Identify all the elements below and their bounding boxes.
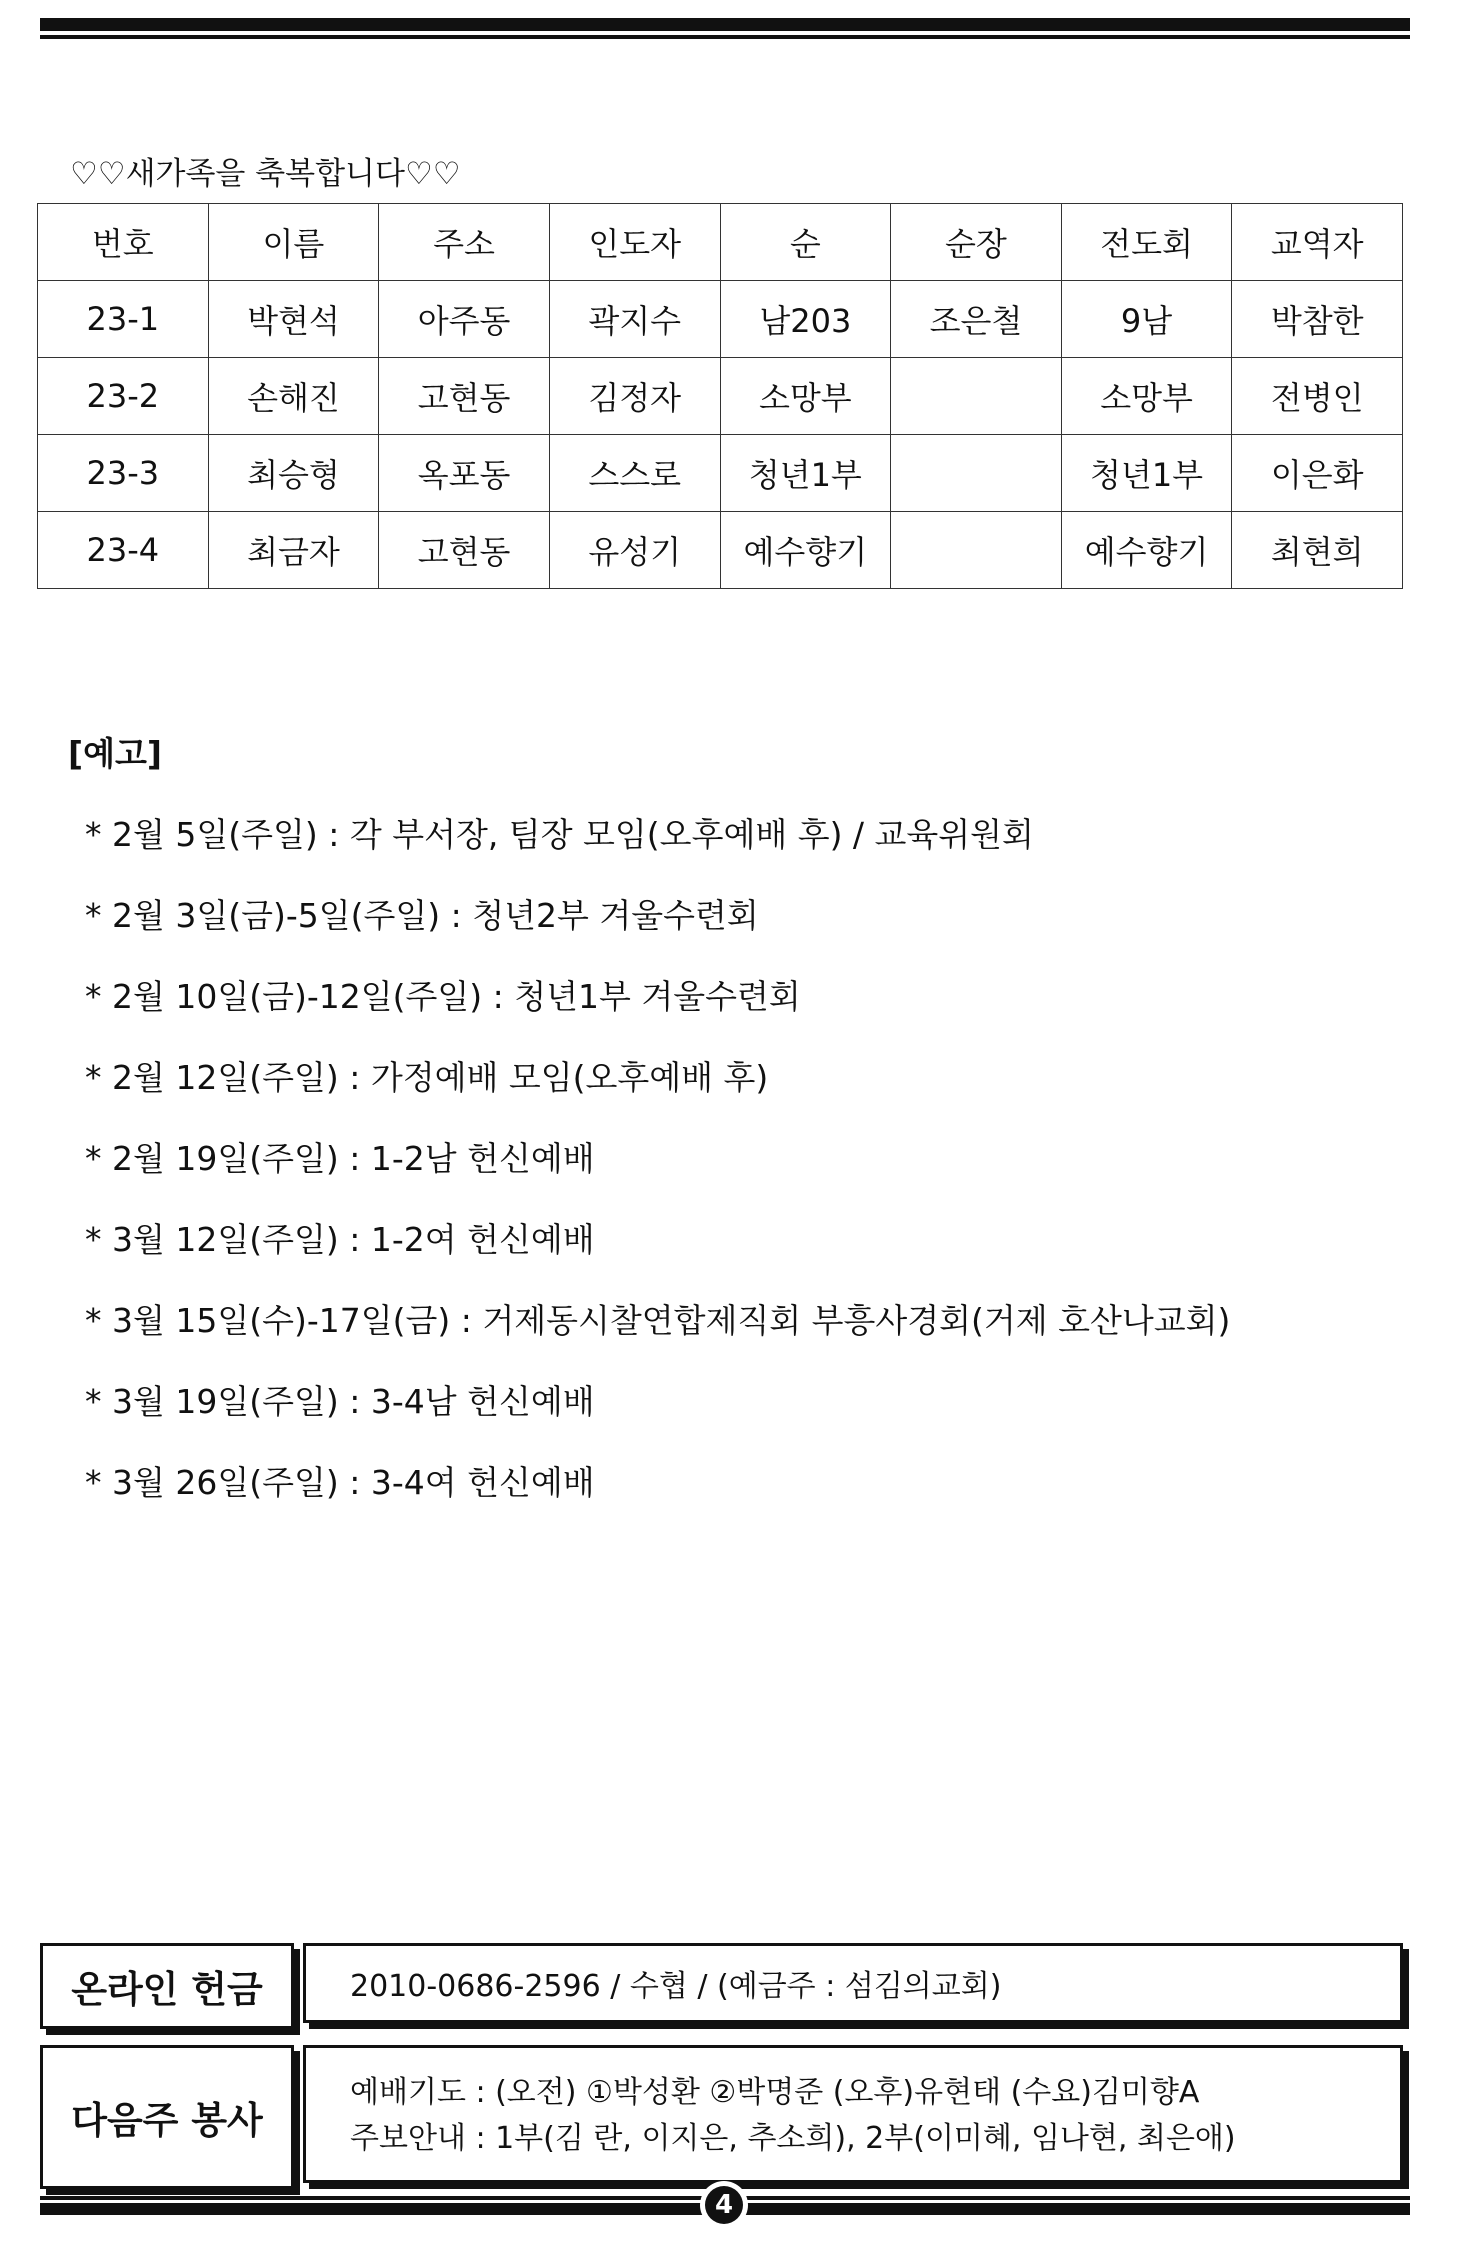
notice-item: * 2월 5일(주일) : 각 부서장, 팀장 모임(오후예배 후) / 교육위원회 bbox=[85, 815, 1034, 854]
notice-item: * 2월 10일(금)-12일(주일) : 청년1부 겨울수련회 bbox=[85, 977, 801, 1016]
table-cell bbox=[891, 358, 1062, 435]
online-offering-label: 온라인 헌금 bbox=[40, 1943, 294, 2029]
table-cell: 박참한 bbox=[1232, 281, 1403, 358]
table-cell: 최현희 bbox=[1232, 512, 1403, 589]
new-family-title: ♡♡새가족을 축복합니다♡♡ bbox=[70, 156, 461, 192]
table-cell: 최금자 bbox=[208, 512, 379, 589]
header-cell: 순장 bbox=[891, 204, 1062, 281]
next-week-label: 다음주 봉사 bbox=[40, 2045, 294, 2189]
notice-title: [예고] bbox=[68, 734, 162, 773]
table-cell: 전병인 bbox=[1232, 358, 1403, 435]
table-cell: 유성기 bbox=[549, 512, 720, 589]
table-row bbox=[38, 435, 1403, 512]
table-cell: 옥포동 bbox=[379, 435, 550, 512]
table-cell: 청년1부 bbox=[720, 435, 891, 512]
table-cell: 소망부 bbox=[1061, 358, 1232, 435]
table-cell: 곽지수 bbox=[549, 281, 720, 358]
notice-list bbox=[85, 805, 1230, 1534]
header-cell: 전도회 bbox=[1061, 204, 1232, 281]
page-number: 4 bbox=[705, 2186, 743, 2224]
notice-item: * 3월 26일(주일) : 3-4여 헌신예배 bbox=[85, 1463, 595, 1502]
notice-item: * 2월 19일(주일) : 1-2남 헌신예배 bbox=[85, 1139, 595, 1178]
table-row bbox=[38, 512, 1403, 589]
header-cell: 교역자 bbox=[1232, 204, 1403, 281]
table-cell: 예수향기 bbox=[720, 512, 891, 589]
header-cell: 인도자 bbox=[549, 204, 720, 281]
table-cell: 고현동 bbox=[379, 358, 550, 435]
table-cell: 아주동 bbox=[379, 281, 550, 358]
table-header-row bbox=[38, 204, 1403, 281]
table-cell: 23-1 bbox=[38, 281, 209, 358]
header-cell: 주소 bbox=[379, 204, 550, 281]
table-cell: 고현동 bbox=[379, 512, 550, 589]
table-cell: 청년1부 bbox=[1061, 435, 1232, 512]
notice-item: * 3월 19일(주일) : 3-4남 헌신예배 bbox=[85, 1382, 595, 1421]
notice-item: * 3월 15일(수)-17일(금) : 거제동시찰연합제직회 부흥사경회(거제 호산나교회) bbox=[85, 1301, 1231, 1340]
table-cell: 손해진 bbox=[208, 358, 379, 435]
header-cell: 이름 bbox=[208, 204, 379, 281]
table-cell: 조은철 bbox=[891, 281, 1062, 358]
table-cell bbox=[891, 435, 1062, 512]
table-cell: 이은화 bbox=[1232, 435, 1403, 512]
header-cell: 번호 bbox=[38, 204, 209, 281]
table-cell: 스스로 bbox=[549, 435, 720, 512]
table-row bbox=[38, 358, 1403, 435]
table-cell bbox=[891, 512, 1062, 589]
table-cell: 예수향기 bbox=[1061, 512, 1232, 589]
header-cell: 순 bbox=[720, 204, 891, 281]
table-cell: 남203 bbox=[720, 281, 891, 358]
table-cell: 박현석 bbox=[208, 281, 379, 358]
top-rule-thin bbox=[40, 35, 1410, 39]
notice-item: * 2월 12일(주일) : 가정예배 모임(오후예배 후) bbox=[85, 1058, 769, 1097]
table-cell: 23-3 bbox=[38, 435, 209, 512]
table-cell: 최승형 bbox=[208, 435, 379, 512]
online-offering-text: 2010-0686-2596 / 수협 / (예금주 : 섬김의교회) bbox=[350, 1969, 1002, 2004]
table-cell: 23-4 bbox=[38, 512, 209, 589]
next-week-box bbox=[303, 2045, 1403, 2183]
table-cell: 소망부 bbox=[720, 358, 891, 435]
online-offering-box bbox=[303, 1943, 1403, 2023]
next-week-usher: 주보안내 : 1부(김 란, 이지은, 추소희), 2부(이미혜, 임나현, 최은애) bbox=[350, 2121, 1236, 2156]
table-cell: 9남 bbox=[1061, 281, 1232, 358]
top-rule bbox=[40, 18, 1410, 31]
notice-item: * 3월 12일(주일) : 1-2여 헌신예배 bbox=[85, 1220, 595, 1259]
table-row bbox=[38, 281, 1403, 358]
new-family-table bbox=[37, 203, 1403, 589]
table-cell: 23-2 bbox=[38, 358, 209, 435]
table-cell: 김정자 bbox=[549, 358, 720, 435]
notice-item: * 2월 3일(금)-5일(주일) : 청년2부 겨울수련회 bbox=[85, 896, 759, 935]
next-week-prayer: 예배기도 : (오전) ①박성환 ②박명준 (오후)유현태 (수요)김미향A bbox=[350, 2075, 1200, 2110]
